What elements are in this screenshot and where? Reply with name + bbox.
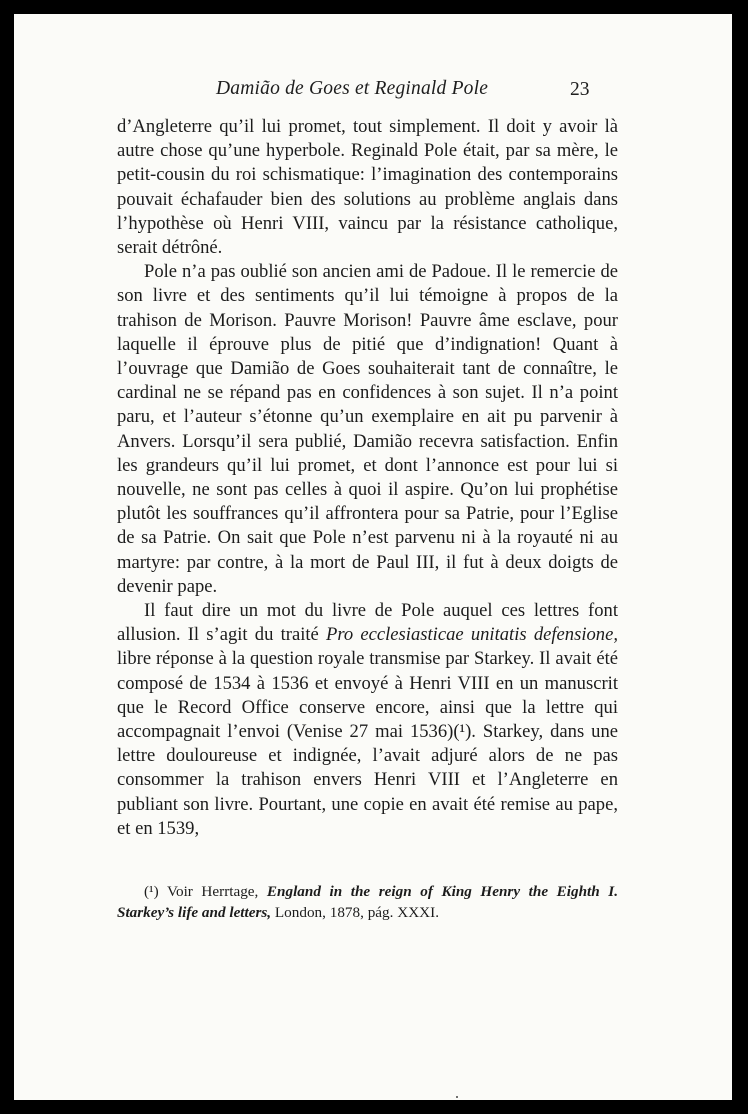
paragraph-3 xyxy=(117,599,618,841)
paragraph-1: d’Angleterre qu’il lui promet, tout simplement. Il doit y avoir là autre chose qu’une hyperbole. Reginald Pole était, par sa mère, le petit-cousin du roi schismatique: l’imagination des contemporains pouvait échafauder bien des solutions au problème anglais dans l’hypothèse où Henri VIII, vaincu par la résistance catholique, serait détrôné. xyxy=(117,116,618,259)
footnote-prefix: (¹) Voir Herrtage, xyxy=(144,883,267,900)
body-text xyxy=(117,115,618,841)
paragraph-2: Pole n’a pas oublié son ancien ami de Padoue. Il le remercie de son livre et des sentiments qu’il lui témoigne à propos de la trahison de Morison. Pauvre Morison! Pauvre âme esclave, pour laquelle il éprouve plus de pitié que d’indignation! Quant à l’ouvrage que Damião de Goes souhaiterait tant de connaître, le cardinal ne se répand pas en confidences à son sujet. Il n’a point paru, et l’auteur s’étonne qu’un exemplaire en ait pu parvenir à Anvers. Lorsqu’il sera publié, Damião recevra satisfaction. Enfin les grandeurs qu’il lui promet, et dont l’annonce est pour lui si nouvelle, ne sont pas celles à quoi il aspire. Qu’on lui prophétise plutôt les souffrances qu’il affrontera pour sa Patrie, pour l’Eglise de sa Patrie. On sait que Pole n’est parvenu ni à la royauté ni au martyre: par contre, à la mort de Paul III, il fut à deux doigts de devenir pape. xyxy=(117,261,618,597)
footnote xyxy=(117,882,618,923)
footnote-title: England in the reign of King Henry the Eighth I. Starkey’s life and letters, xyxy=(117,883,618,921)
paper-speck xyxy=(456,1096,458,1098)
page-number: 23 xyxy=(570,79,590,100)
page-header xyxy=(14,78,732,104)
footnote-suffix: London, 1878, pág. XXXI. xyxy=(271,903,439,921)
paragraph-3-text-b: libre réponse à la question royale transmise par Starkey. Il avait été composé de 1534 à 1536 et envoyé à Henri VIII en un manuscrit que le Record Office conserve encore, ainsi que la lettre qui accompagnait l’envoi (Venise 27 mai 1536)(¹). Starkey, dans une lettre douloureuse et indignée, l’avait adjuré alors de ne pas consommer la trahison envers Henri VIII et l’Angleterre en publiant son livre. Pourtant, une copie en avait été remise au pape, et en 1539, xyxy=(117,648,618,839)
book-page xyxy=(14,14,732,1100)
treatise-title: Pro ecclesiasticae unitatis defensione, xyxy=(325,624,618,646)
paragraph-3-text-a: Il faut dire un mot du livre de Pole auquel ces lettres font allusion. Il s’agit du traité xyxy=(117,600,618,646)
running-title: Damião de Goes et Reginald Pole xyxy=(216,78,489,99)
